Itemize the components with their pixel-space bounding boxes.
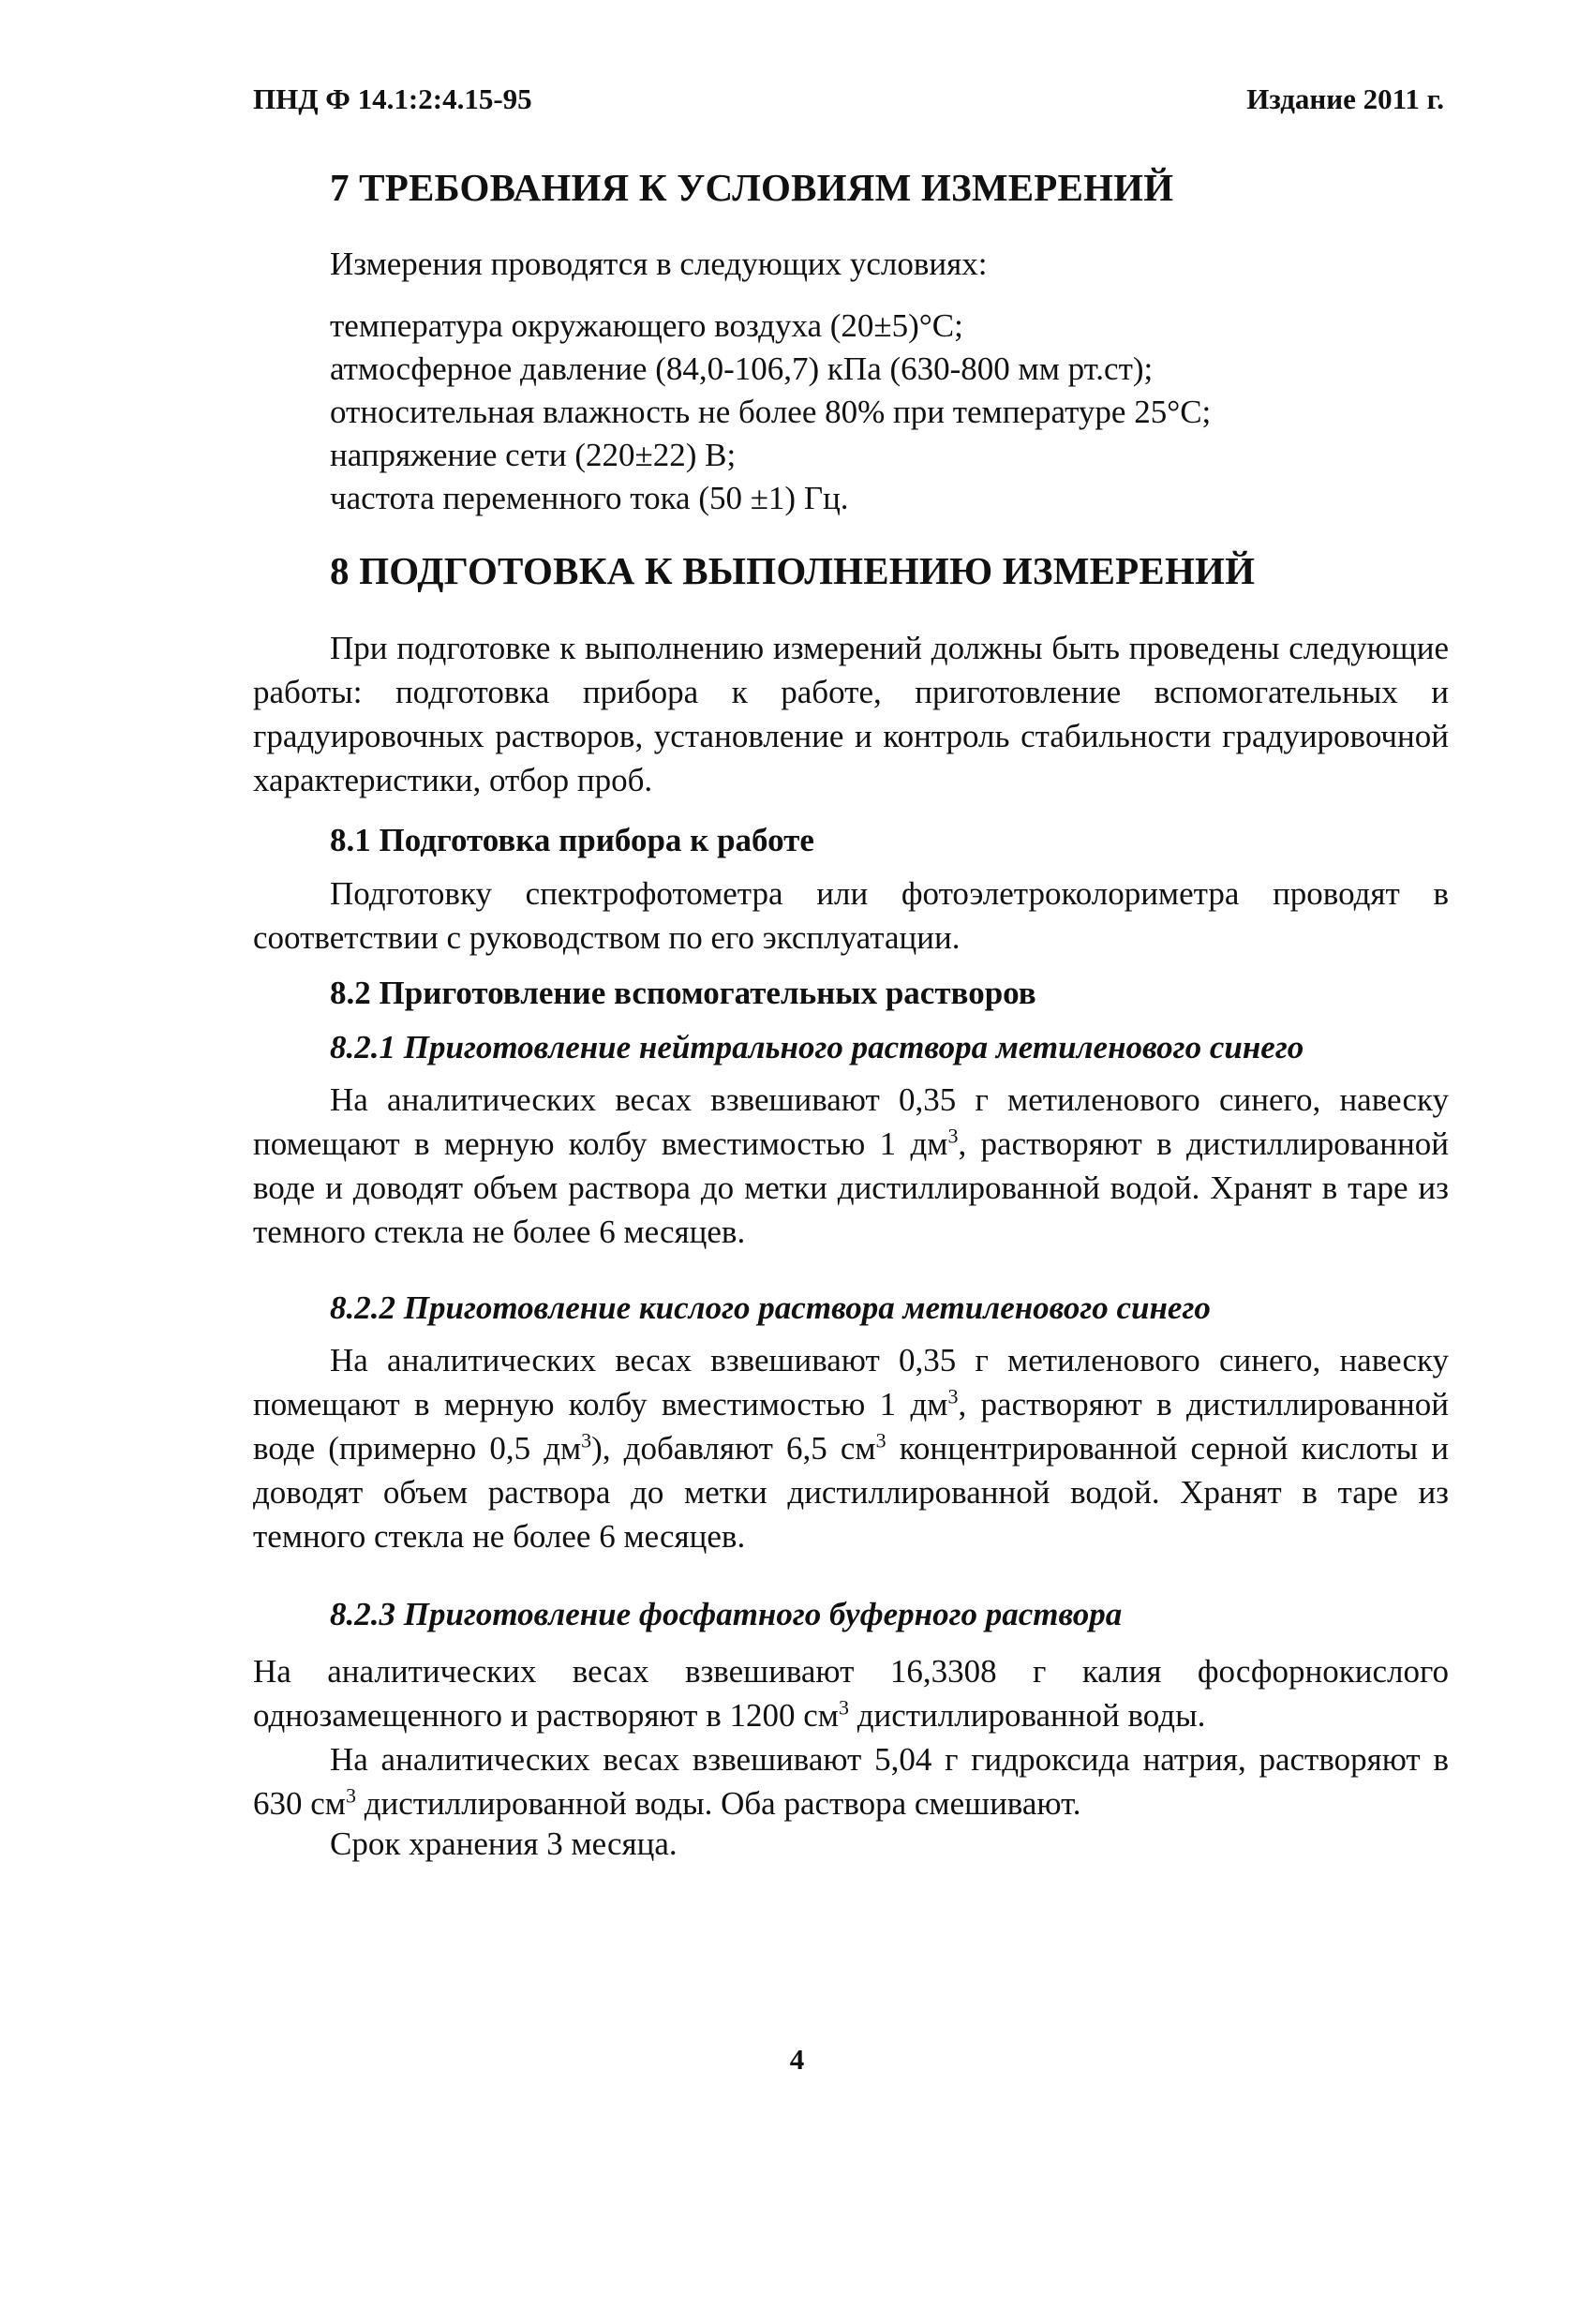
subsection-8-2-title: 8.2 Приготовление вспомогательных растворов bbox=[330, 975, 1036, 1011]
text-fragment: , растворяют в дистиллированной воде и доводят объем раствора до метки дистиллированной водой. Хранят в таре из темного стекла не более 6 месяцев. bbox=[253, 1125, 1450, 1250]
edition-label: Издание 2011 г. bbox=[1246, 82, 1444, 115]
subsection-8-1-text bbox=[253, 872, 1449, 960]
subsection-8-2-1-text bbox=[253, 1078, 1449, 1254]
text-fragment: концентрированной серной кислоты и доводят объем раствора до метки дистиллированной водой. Хранят в таре из темного стекла не более 6 месяцев. bbox=[253, 1430, 1449, 1555]
superscript: 3 bbox=[581, 1428, 592, 1452]
text-fragment: ), добавляют 6,5 см bbox=[591, 1430, 876, 1467]
condition-voltage: напряжение сети (220±22) В; bbox=[330, 437, 737, 473]
text-fragment: дистиллированной воды. bbox=[848, 1697, 1206, 1734]
text-fragment: На аналитических весах взвешивают 5,04 г гидроксида натрия, растворяют в 630 см bbox=[253, 1741, 1449, 1822]
text-fragment: , растворяют в дистиллированной воде (примерно 0,5 дм bbox=[253, 1386, 1450, 1467]
condition-temperature: температура окружающего воздуха (20±5)°С; bbox=[330, 307, 963, 344]
superscript: 3 bbox=[947, 1124, 959, 1148]
subsection-8-2-3-text-1 bbox=[253, 1649, 1449, 1737]
subsection-8-2-1-title: 8.2.1 Приготовление нейтрального раствора метиленового синего bbox=[330, 1029, 1304, 1065]
condition-pressure: атмосферное давление (84,0-106,7) кПа (630-800 мм рт.ст); bbox=[330, 350, 1154, 387]
page-number: 4 bbox=[789, 2043, 805, 2076]
text-fragment: дистиллированной воды. Оба раствора смешивают. bbox=[355, 1785, 1081, 1822]
subsection-8-2-3-text-2 bbox=[253, 1737, 1449, 1825]
section-7-title: 7 ТРЕБОВАНИЯ К УСЛОВИЯМ ИЗМЕРЕНИЙ bbox=[330, 166, 1174, 209]
section-8-intro-text: При подготовке к выполнению измерений должны быть проведены следующие работы: подготовка прибора к работе, приготовление вспомогательных и градуировочных растворов, установление и контроль стабильности градуировочной характеристики, отбор проб. bbox=[253, 630, 1449, 798]
section-7-intro: Измерения проводятся в следующих условиях: bbox=[330, 246, 988, 282]
subsection-8-1-body: Подготовку спектрофотометра или фотоэлетроколориметра проводят в соответствии с руководством по его эксплуатации. bbox=[253, 875, 1449, 956]
subsection-8-1-title: 8.1 Подготовка прибора к работе bbox=[330, 822, 814, 858]
text-fragment: На аналитических весах взвешивают 0,35 г метиленового синего, навеску помещают в мерную колбу вместимостью 1 дм bbox=[253, 1342, 1449, 1423]
condition-humidity: относительная влажность не более 80% при температуре 25°С; bbox=[330, 394, 1212, 430]
condition-frequency: частота переменного тока (50 ±1) Гц. bbox=[330, 480, 849, 516]
subsection-8-2-2-text bbox=[253, 1338, 1449, 1558]
superscript: 3 bbox=[345, 1783, 356, 1808]
subsection-8-2-3-title: 8.2.3 Приготовление фосфатного буферного раствора bbox=[330, 1596, 1123, 1632]
superscript: 3 bbox=[947, 1384, 959, 1408]
document-code: ПНД Ф 14.1:2:4.15-95 bbox=[253, 82, 532, 115]
storage-period: Срок хранения 3 месяца. bbox=[330, 1825, 678, 1862]
superscript: 3 bbox=[838, 1695, 849, 1720]
section-8-intro bbox=[253, 626, 1449, 802]
text-fragment: На аналитических весах взвешивают 0,35 г метиленового синего, навеску помещают в мерную колбу вместимостью 1 дм bbox=[253, 1081, 1449, 1162]
superscript: 3 bbox=[875, 1428, 886, 1452]
text-fragment: На аналитических весах взвешивают 16,3308 г калия фосфорнокислого однозамещенного и растворяют в 1200 см bbox=[253, 1653, 1449, 1734]
subsection-8-2-2-title: 8.2.2 Приготовление кислого раствора метиленового синего bbox=[330, 1289, 1211, 1326]
section-8-title: 8 ПОДГОТОВКА К ВЫПОЛНЕНИЮ ИЗМЕРЕНИЙ bbox=[330, 549, 1256, 592]
